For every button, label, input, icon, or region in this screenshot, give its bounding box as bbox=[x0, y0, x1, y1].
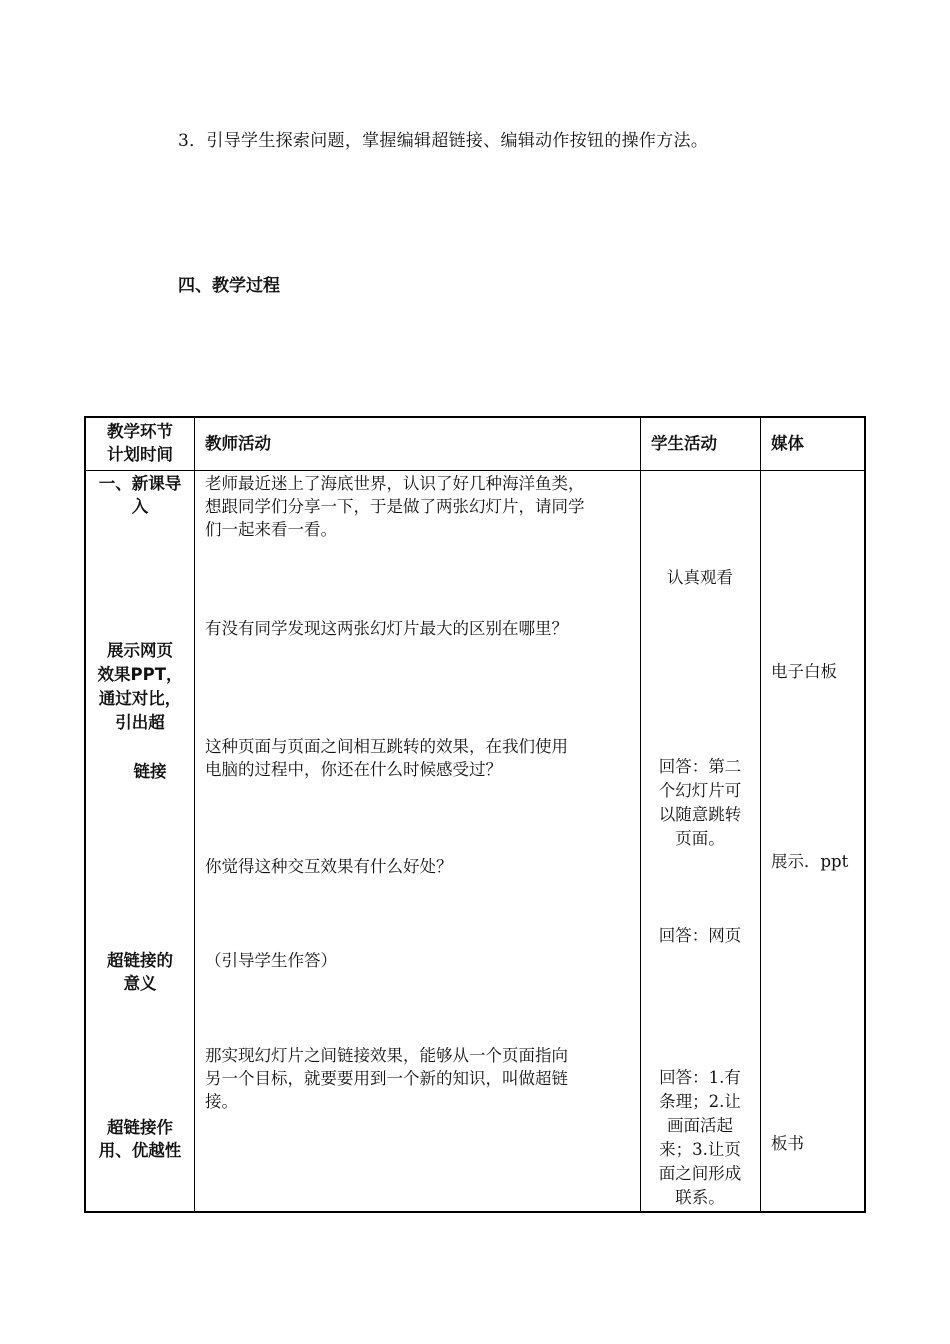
stage-meaning-line1: 超链接的 bbox=[107, 951, 173, 970]
column-divider bbox=[194, 418, 195, 1211]
teacher-para-6 bbox=[205, 1044, 568, 1113]
teaching-process-table bbox=[84, 416, 866, 1213]
stage-show-line4: 引出超 bbox=[115, 713, 165, 732]
student-a2-line2: 个幻灯片可 bbox=[658, 781, 742, 800]
teacher-p1-line2: 想跟同学们分享一下，于是做了两张幻灯片，请同学 bbox=[205, 497, 585, 516]
header-teacher: 教师活动 bbox=[205, 434, 271, 453]
stage-show-line1: 展示网页 bbox=[107, 641, 173, 660]
section-heading: 四、教学过程 bbox=[178, 276, 280, 296]
media-ppt: 展示．ppt bbox=[771, 852, 849, 871]
student-answer-1: 认真观看 bbox=[667, 568, 733, 587]
student-a4-line2: 条理；2.让 bbox=[659, 1092, 741, 1111]
student-a4-line3: 画面活起 bbox=[667, 1116, 733, 1135]
student-answer-4 bbox=[640, 1066, 760, 1210]
teacher-para-2: 有没有同学发现这两张幻灯片最大的区别在哪里？ bbox=[205, 619, 568, 638]
media-whiteboard: 电子白板 bbox=[771, 662, 837, 681]
teacher-p3-line1: 这种页面与页面之间相互跳转的效果，在我们使用 bbox=[205, 737, 568, 756]
stage-show-ppt bbox=[86, 639, 194, 735]
stage-show-line3: 通过对比， bbox=[98, 689, 182, 708]
teacher-p6-line3: 接。 bbox=[205, 1092, 238, 1111]
student-a2-line3: 以随意跳转 bbox=[658, 805, 742, 824]
student-answer-3: 回答：网页 bbox=[658, 926, 742, 945]
teacher-para-3 bbox=[205, 735, 568, 781]
objective-3-text: 3．引导学生探索问题，掌握编辑超链接、编辑动作按钮的操作方法。 bbox=[178, 131, 709, 151]
student-a4-line6: 联系。 bbox=[675, 1188, 725, 1207]
stage-function-line1: 超链接作 bbox=[107, 1118, 173, 1137]
stage-meaning-line2: 意义 bbox=[123, 974, 157, 993]
stage-show-line2: 效果PPT， bbox=[97, 665, 183, 684]
header-student: 学生活动 bbox=[651, 434, 717, 453]
header-stage bbox=[86, 420, 194, 466]
stage-show-link: 链接 bbox=[133, 762, 167, 781]
column-divider bbox=[760, 418, 761, 1211]
media-blackboard: 板书 bbox=[771, 1134, 804, 1153]
student-a2-line4: 页面。 bbox=[675, 829, 725, 848]
teacher-para-5: （引导学生作答） bbox=[205, 951, 337, 970]
stage-meaning bbox=[86, 949, 194, 995]
stage-function-line2: 用、优越性 bbox=[98, 1141, 182, 1160]
teacher-p1-line1: 老师最近迷上了海底世界，认识了好几种海洋鱼类， bbox=[205, 474, 585, 493]
stage-intro-line1: 一、新课导 bbox=[98, 474, 182, 493]
student-a4-line5: 面之间形成 bbox=[658, 1164, 742, 1183]
stage-intro-line2: 入 bbox=[131, 497, 149, 516]
teacher-para-1 bbox=[205, 472, 585, 541]
teacher-para-4: 你觉得这种交互效果有什么好处？ bbox=[205, 857, 453, 876]
stage-function bbox=[86, 1116, 194, 1162]
teacher-p6-line2: 另一个目标，就要要用到一个新的知识，叫做超链 bbox=[205, 1069, 568, 1088]
header-stage-line1: 教学环节 bbox=[107, 422, 173, 441]
header-media: 媒体 bbox=[771, 434, 804, 453]
header-stage-line2: 计划时间 bbox=[107, 445, 173, 464]
student-a4-line1: 回答：1.有 bbox=[659, 1068, 741, 1087]
teacher-p1-line3: 们一起来看一看。 bbox=[205, 520, 337, 539]
student-a4-line4: 来；3.让页 bbox=[659, 1140, 741, 1159]
student-answer-2 bbox=[640, 755, 760, 851]
student-a2-line1: 回答：第二 bbox=[658, 757, 742, 776]
teacher-p6-line1: 那实现幻灯片之间链接效果，能够从一个页面指向 bbox=[205, 1046, 568, 1065]
header-divider bbox=[86, 470, 864, 471]
teacher-p3-line2: 电脑的过程中，你还在什么时候感受过？ bbox=[205, 760, 502, 779]
stage-intro bbox=[86, 472, 194, 518]
